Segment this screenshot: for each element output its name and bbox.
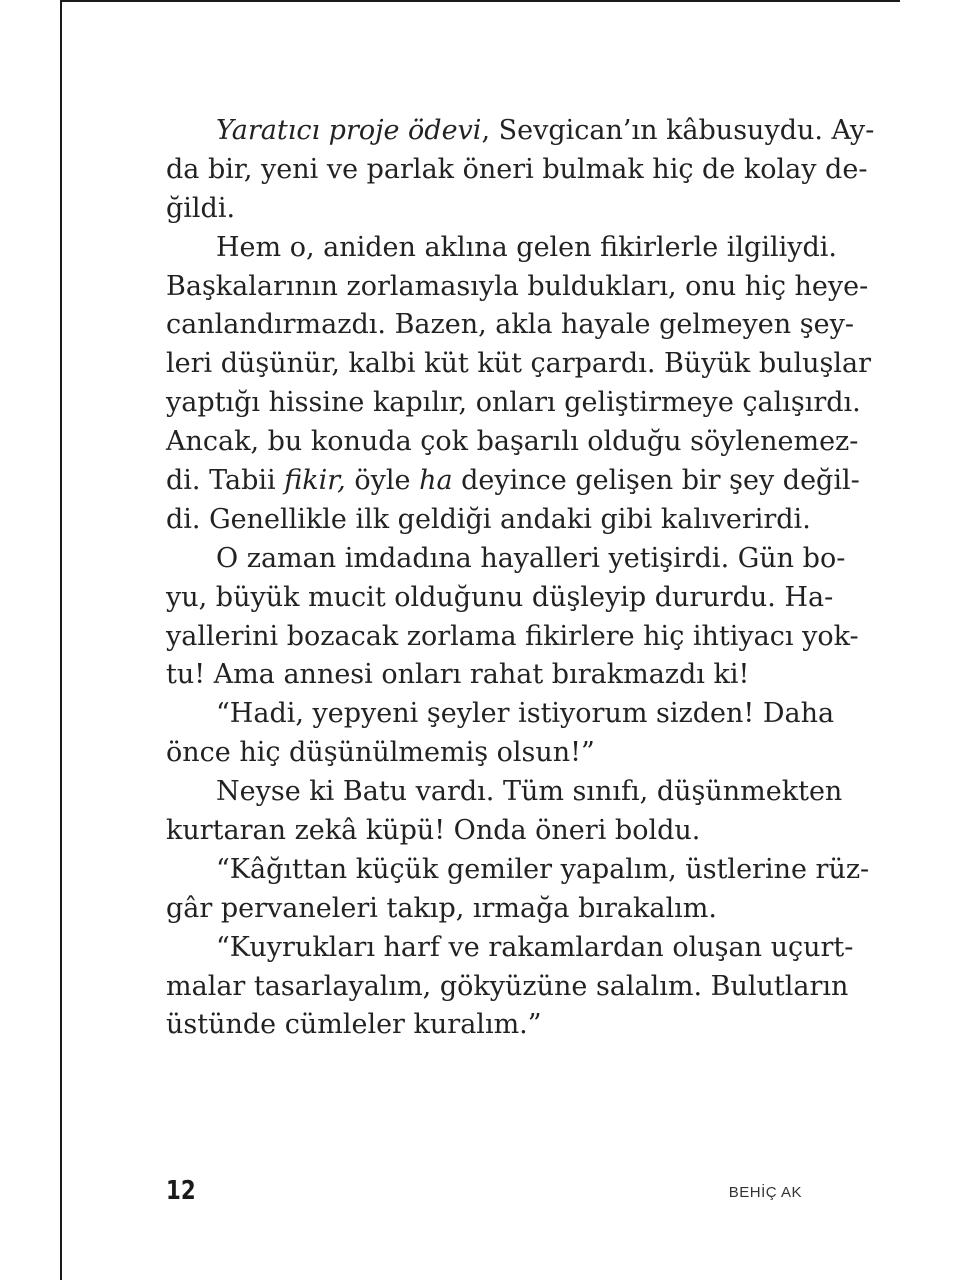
text-line: [166, 345, 872, 384]
page-number: 12: [166, 1176, 196, 1206]
text-segment: ğildi.: [166, 192, 236, 224]
text-segment: Hem o, aniden aklına gelen fikirlerle ilgiliydi.: [216, 231, 837, 263]
italic-text: fikir,: [284, 465, 346, 497]
text-segment: yallerini bozacak zorlama fikirlere hiç ihtiyacı yok-: [166, 620, 859, 652]
text-segment: tu! Ama annesi onları rahat bırakmazdı ki!: [166, 659, 750, 691]
text-segment: di. Tabii: [166, 465, 285, 497]
text-line: [166, 773, 843, 812]
text-line: [166, 112, 875, 151]
text-line: [166, 929, 854, 968]
text-segment: di. Genellikle ilk geldiği andaki gibi kalıverirdi.: [166, 503, 811, 535]
text-line: [166, 190, 802, 229]
page-border-top: [60, 0, 900, 2]
text-segment: öyle: [345, 465, 420, 497]
text-segment: Başkalarının zorlamasıyla buldukları, onu hiç heye-: [166, 270, 869, 302]
text-line: [166, 812, 802, 851]
text-line: [166, 384, 861, 423]
text-segment: canlandırmazdı. Bazen, akla hayale gelmeyen şey-: [166, 309, 854, 341]
text-line: [166, 540, 846, 579]
text-line: [166, 968, 849, 1007]
text-line: [166, 618, 859, 657]
text-segment: Neyse ki Batu vardı. Tüm sınıfı, düşünmekten: [216, 776, 843, 808]
text-segment: “Kâğıttan küçük gemiler yapalım, üstlerine rüz-: [216, 853, 870, 885]
text-line: [166, 268, 869, 307]
text-line: [166, 501, 811, 540]
text-line: [166, 462, 860, 501]
text-segment: gâr pervaneleri takıp, ırmağa bırakalım.: [166, 892, 717, 924]
text-line: [166, 656, 802, 695]
text-segment: önce hiç düşünülmemiş olsun!”: [166, 737, 595, 769]
text-line: [166, 734, 802, 773]
text-line: [166, 306, 854, 345]
text-line: [166, 1006, 802, 1045]
text-segment: “Hadi, yepyeni şeyler istiyorum sizden! Daha: [216, 698, 835, 730]
text-segment: malar tasarlayalım, gökyüzüne salalım. Bulutların: [166, 970, 849, 1002]
text-segment: kurtaran zekâ küpü! Onda öneri boldu.: [166, 815, 701, 847]
text-segment: , Sevgican’ın kâbusuydu. Ay-: [481, 115, 875, 146]
italic-text: ha: [419, 465, 453, 497]
page-border-left: [60, 0, 62, 1280]
italic-text: Yaratıcı proje ödevi: [216, 115, 482, 146]
text-segment: Ancak, bu konuda çok başarılı olduğu söylenemez-: [166, 426, 859, 458]
body-text: [166, 112, 875, 1045]
text-segment: leri düşünür, kalbi küt küt çarpardı. Büyük buluşlar: [166, 348, 872, 380]
text-line: [166, 890, 802, 929]
text-segment: yaptığı hissine kapılır, onları geliştirmeye çalışırdı.: [166, 387, 861, 419]
text-segment: deyince gelişen bir şey değil-: [452, 465, 860, 497]
running-footer-author: BEHİÇ AK: [728, 1184, 802, 1201]
text-segment: da bir, yeni ve parlak öneri bulmak hiç de kolay de-: [166, 153, 868, 185]
text-segment: yu, büyük mucit olduğunu düşleyip dururdu. Ha-: [166, 581, 834, 613]
text-line: [166, 423, 859, 462]
text-segment: “Kuyrukları harf ve rakamlardan oluşan uçurt-: [216, 931, 854, 963]
text-line: [166, 851, 870, 890]
text-segment: O zaman imdadına hayalleri yetişirdi. Gün bo-: [216, 542, 846, 574]
text-segment: üstünde cümleler kuralım.”: [166, 1009, 542, 1041]
text-line: [166, 579, 834, 618]
text-line: [166, 695, 835, 734]
text-line: [166, 229, 837, 268]
text-line: [166, 151, 868, 190]
